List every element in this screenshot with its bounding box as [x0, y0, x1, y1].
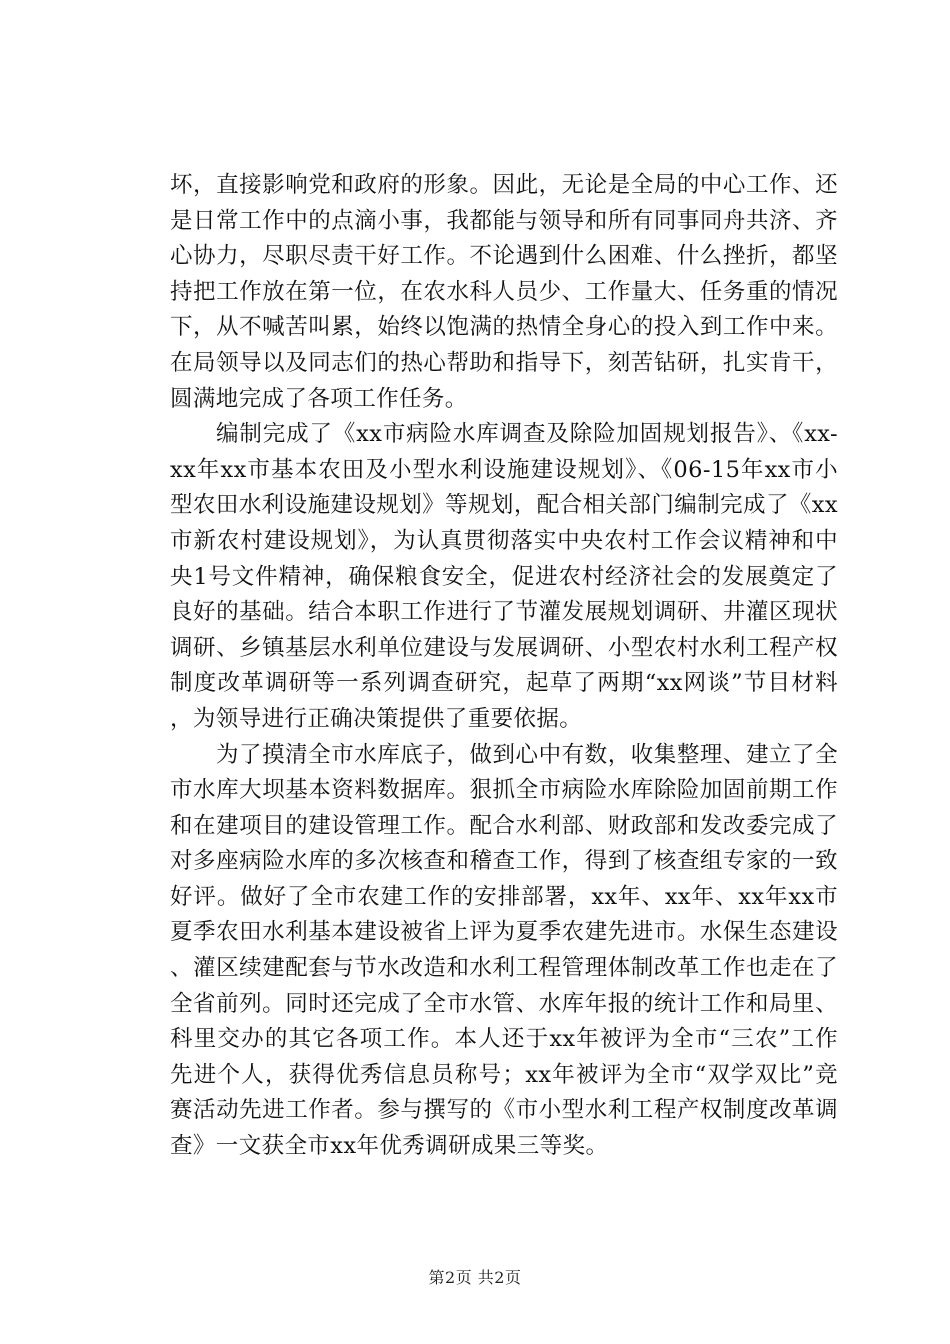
- paragraph-1: 坏，直接影响党和政府的形象。因此，无论是全局的中心工作、还是日常工作中的点滴小事，我都能与领导和所有同事同舟共济、齐心协力，尽职尽责干好工作。不论遇到什么困难、什么挫折，都坚持把工作放在第一位，在农水科人员少、工作量大、任务重的情况下，从不喊苦叫累，始终以饱满的热情全身心的投入到工作中来。在局领导以及同志们的热心帮助和指导下，刻苦钻研，扎实肯干，圆满地完成了各项工作任务。: [170, 172, 838, 412]
- paragraph-2: 编制完成了《xx市病险水库调查及除险加固规划报告》、《xx-xx年xx市基本农田及小型水利设施建设规划》、《06-15年xx市小型农田水利设施建设规划》等规划，配合相关部门编制完成了《xx市新农村建设规划》，为认真贯彻落实中央农村工作会议精神和中央1号文件精神，确保粮食安全，促进农村经济社会的发展奠定了良好的基础。结合本职工作进行了节灌发展规划调研、井灌区现状调研、乡镇基层水利单位建设与发展调研、小型农村水利工程产权制度改革调研等一系列调查研究，起草了两期“xx网谈”节目材料，为领导进行正确决策提供了重要依据。: [170, 421, 838, 732]
- paragraph-3: 为了摸清全市水库底子，做到心中有数，收集整理、建立了全市水库大坝基本资料数据库。狠抓全市病险水库除险加固前期工作和在建项目的建设管理工作。配合水利部、财政部和发改委完成了对多座病险水库的多次核查和稽查工作，得到了核查组专家的一致好评。做好了全市农建工作的安排部署，xx年、xx年、xx年xx市夏季农田水利基本建设被省上评为夏季农建先进市。水保生态建设、灌区续建配套与节水改造和水利工程管理体制改革工作也走在了全省前列。同时还完成了全市水管、水库年报的统计工作和局里、科里交办的其它各项工作。本人还于xx年被评为全市“三农”工作先进个人，获得优秀信息员称号；xx年被评为全市“双学双比”竞赛活动先进工作者。参与撰写的《市小型水利工程产权制度改革调查》一文获全市xx年优秀调研成果三等奖。: [170, 741, 838, 1160]
- page-number-label: 第2页 共2页: [428, 1268, 522, 1287]
- page-footer: [0, 1268, 950, 1288]
- document-body: [170, 168, 838, 1165]
